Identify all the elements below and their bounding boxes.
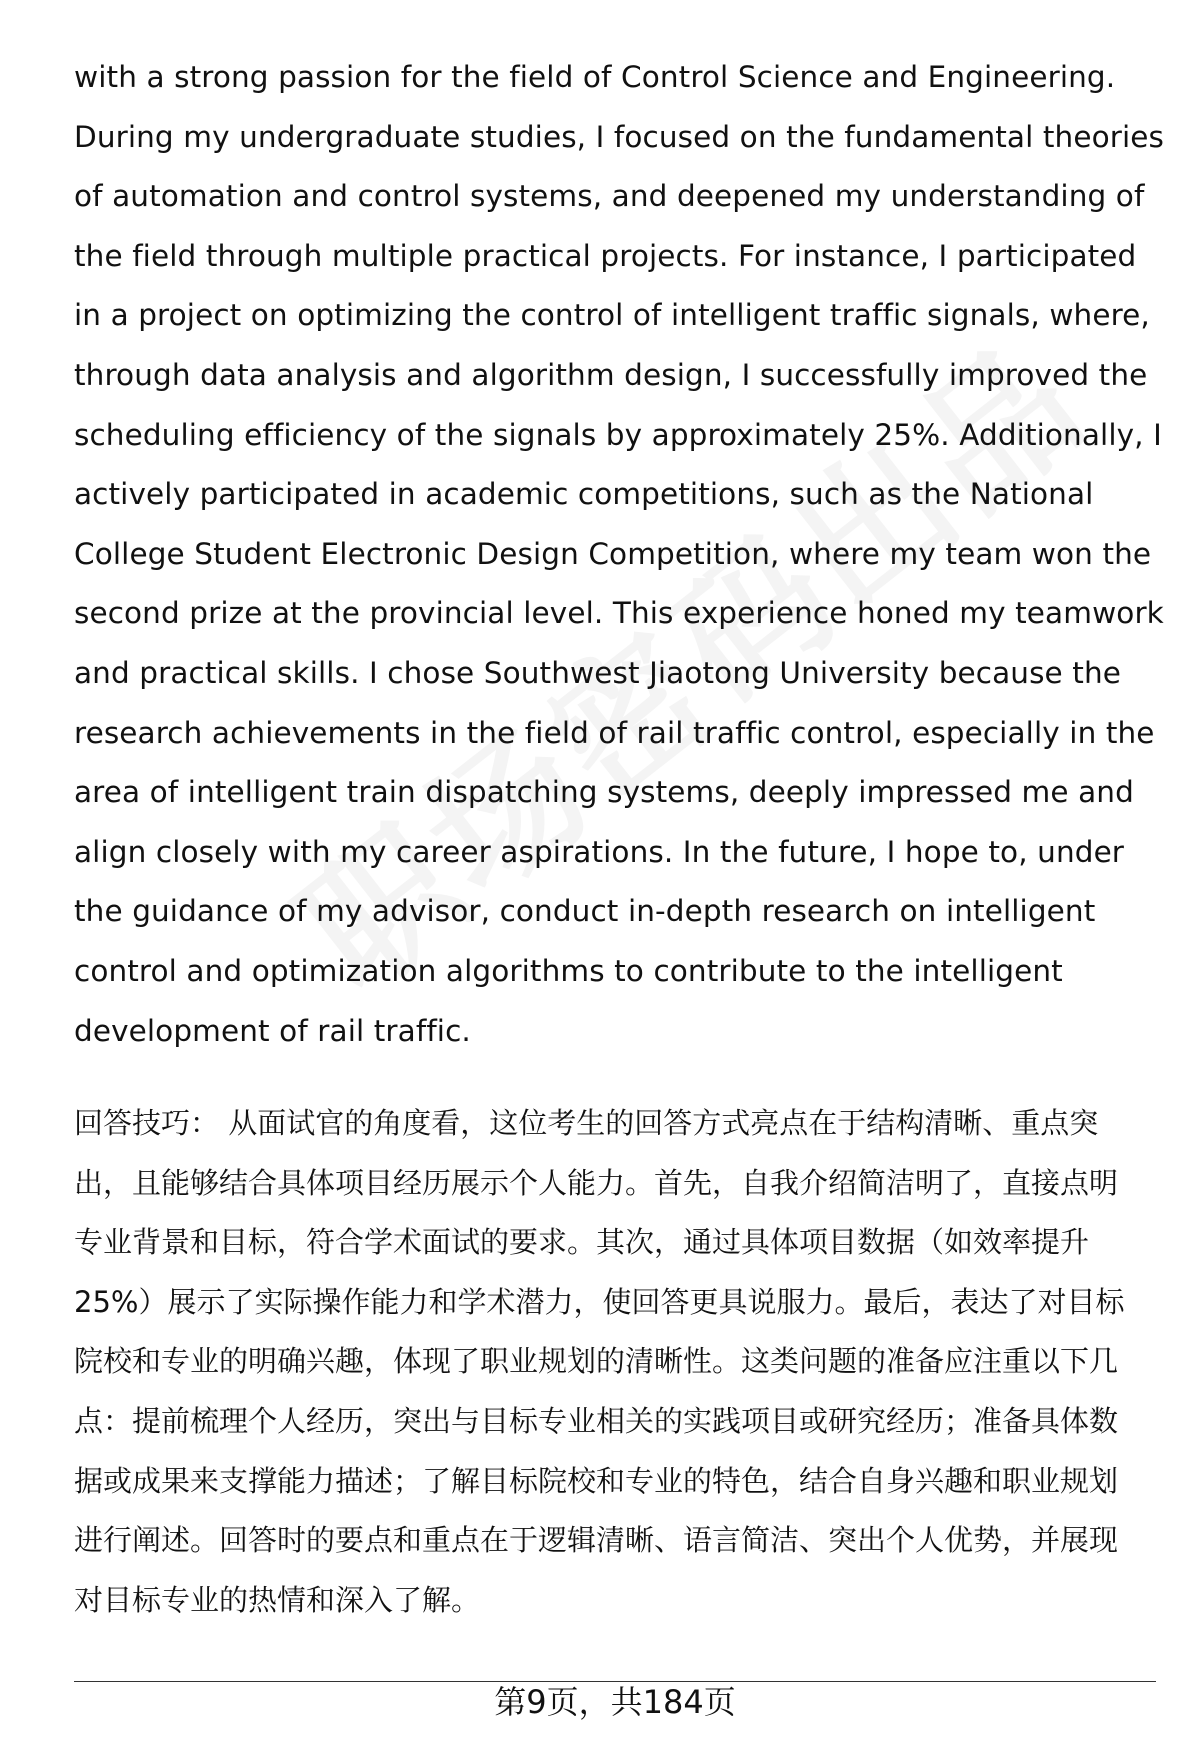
page-number: 第9页，共184页 [494,1683,736,1721]
body-paragraph: with a strong passion for the field of Control Science and Engineering. During my undergraduate studies, I focused on the fundamental theories of automation and control systems, and deepened my understanding of the field through multiple practical projects. For instance, I participated in a project on optimizing the control of intelligent traffic signals, where, through data analysis and algorithm design, I successfully improved the scheduling efficiency of the signals by approximately 25%. Additionally, I actively participated in academic competitions, such as the National College Student Electronic Design Competition, where my team won the second prize at the provincial level. This experience honed my teamwork and practical skills. I chose Southwest Jiaotong University because the research achievements in the field of rail traffic control, especially in the area of intelligent train dispatching systems, deeply impressed me and align closely with my career aspirations. In the future, I hope to, under the guidance of my advisor, conduct in-depth research on intelligent control and optimization algorithms to contribute to the intelligent development of rail traffic. [74,60,1164,1048]
answer-tips-paragraph: 回答技巧： 从面试官的角度看，这位考生的回答方式亮点在于结构清晰、重点突出，且能够结合具体项目经历展示个人能力。首先，自我介绍简洁明了，直接点明专业背景和目标，符合学术面试的要求。其次，通过具体项目数据（如效率提升25%）展示了实际操作能力和学术潜力，使回答更具说服力。最后，表达了对目标院校和专业的明确兴趣，体现了职业规划的清晰性。这类问题的准备应注重以下几点：提前梳理个人经历，突出与目标专业相关的实践项目或研究经历；准备具体数据或成果来支撑能力描述；了解目标院校和专业的特色，结合自身兴趣和职业规划进行阐述。回答时的要点和重点在于逻辑清晰、语言简洁、突出个人优势，并展现对目标专业的热情和深入了解。 [74,1106,1125,1617]
